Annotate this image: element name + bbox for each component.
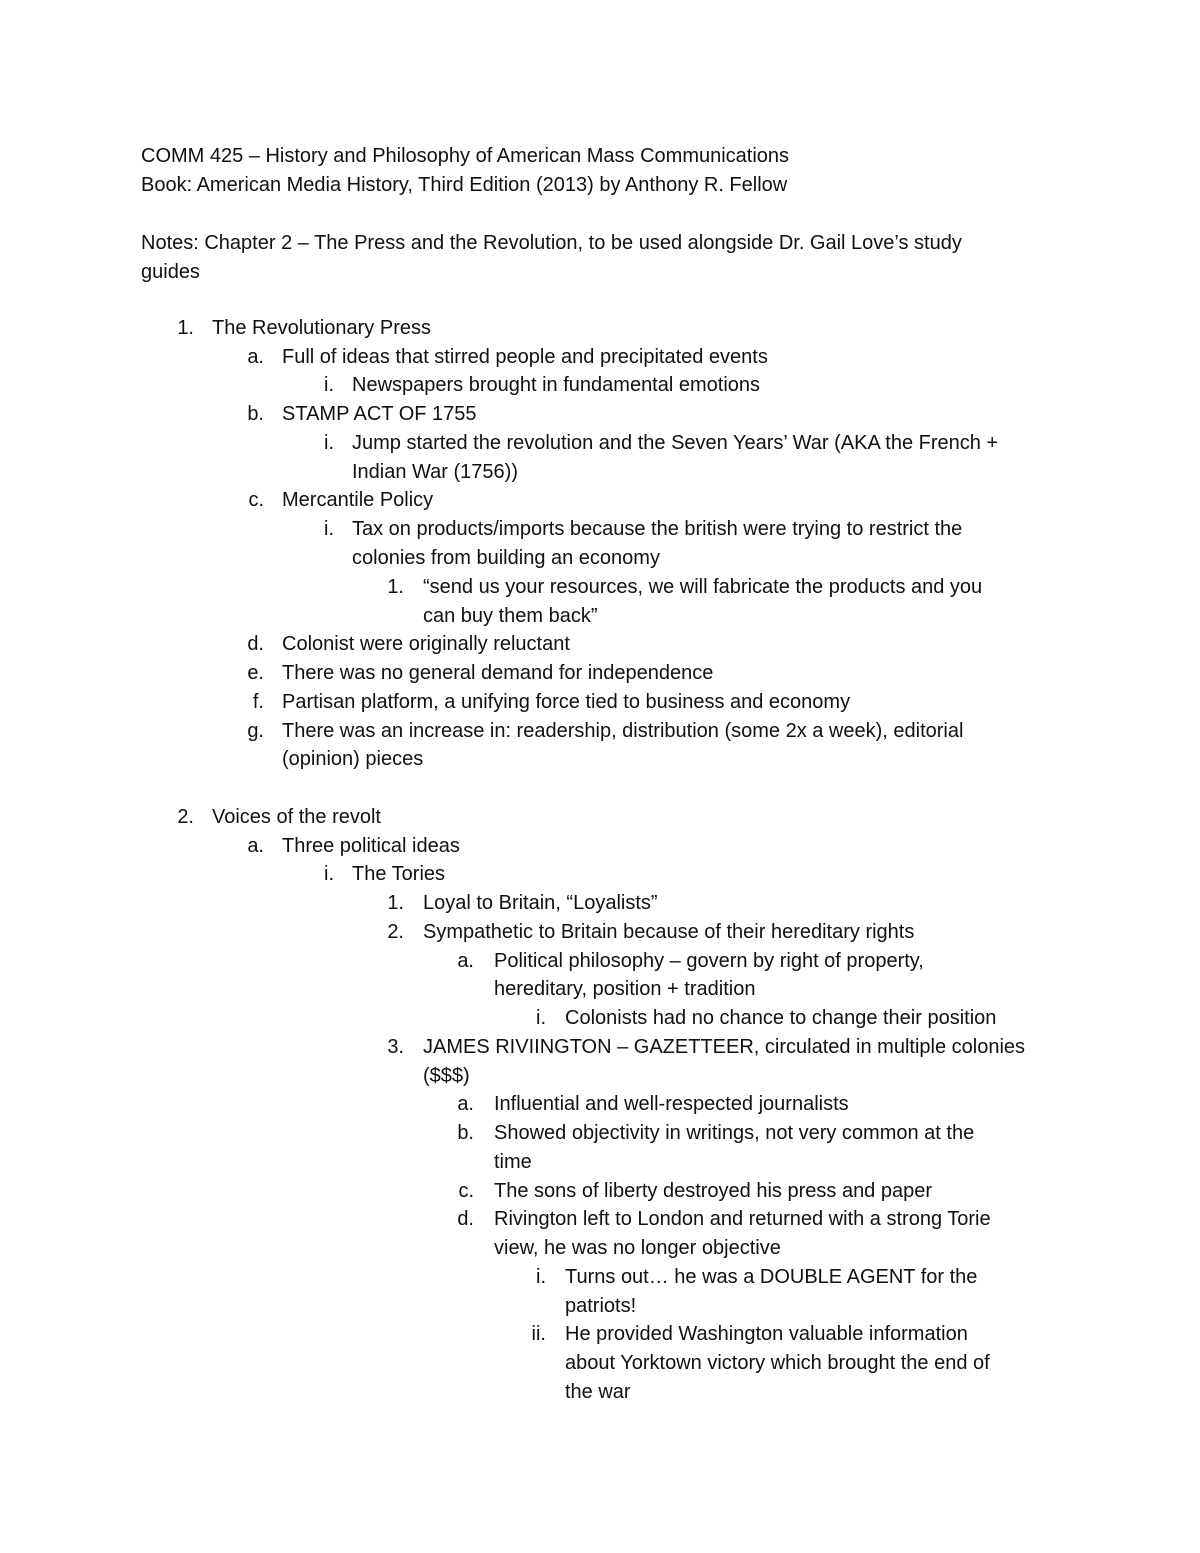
list-marker: 1. <box>387 576 404 598</box>
list-item: Colonists had no chance to change their position <box>565 1007 997 1029</box>
list-marker: i. <box>536 1007 546 1029</box>
list-marker: i. <box>324 374 334 396</box>
list-item-continued: patriots! <box>565 1295 637 1317</box>
list-item: Jump started the revolution and the Seven Years’ War (AKA the French + <box>352 432 999 454</box>
list-item-continued: the war <box>565 1381 631 1403</box>
list-item: Loyal to Britain, “Loyalists” <box>423 892 658 914</box>
course-title: COMM 425 – History and Philosophy of American Mass Communications <box>141 145 790 167</box>
list-marker: 2. <box>177 806 194 828</box>
list-marker: d. <box>457 1208 474 1230</box>
list-item: Sympathetic to Britain because of their hereditary rights <box>423 921 915 943</box>
list-marker: 2. <box>387 921 404 943</box>
notes-description-continued: guides <box>141 261 200 283</box>
section-heading: Voices of the revolt <box>212 806 381 828</box>
list-marker: b. <box>247 403 264 425</box>
notes-description: Notes: Chapter 2 – The Press and the Revolution, to be used alongside Dr. Gail Love’s study <box>141 232 962 254</box>
list-item-continued: view, he was no longer objective <box>494 1237 781 1259</box>
list-item: Tax on products/imports because the british were trying to restrict the <box>352 518 963 540</box>
list-item-continued: about Yorktown victory which brought the end of <box>565 1352 990 1374</box>
list-marker: i. <box>324 518 334 540</box>
list-item: The sons of liberty destroyed his press and paper <box>494 1180 933 1202</box>
book-reference: Book: American Media History, Third Edition (2013) by Anthony R. Fellow <box>141 174 788 196</box>
list-item-continued: Indian War (1756)) <box>352 461 518 483</box>
list-item-continued: hereditary, position + tradition <box>494 978 756 1000</box>
list-item: There was an increase in: readership, distribution (some 2x a week), editorial <box>282 720 964 742</box>
list-marker: i. <box>536 1266 546 1288</box>
list-item-continued: (opinion) pieces <box>282 748 424 770</box>
list-item: Partisan platform, a unifying force tied to business and economy <box>282 691 851 713</box>
list-marker: ii. <box>531 1323 546 1345</box>
list-item: Newspapers brought in fundamental emotions <box>352 374 761 396</box>
list-item-continued: colonies from building an economy <box>352 547 660 569</box>
list-item: There was no general demand for independence <box>282 662 714 684</box>
list-item: Influential and well-respected journalists <box>494 1093 849 1115</box>
list-item: Full of ideas that stirred people and precipitated events <box>282 346 768 368</box>
list-marker: a. <box>247 835 264 857</box>
list-marker: 1. <box>177 317 194 339</box>
list-marker: g. <box>247 720 264 742</box>
list-marker: c. <box>458 1180 474 1202</box>
list-marker: a. <box>457 950 474 972</box>
list-marker: e. <box>247 662 264 684</box>
list-marker: d. <box>247 633 264 655</box>
list-item: He provided Washington valuable information <box>565 1323 968 1345</box>
list-marker: 3. <box>387 1036 404 1058</box>
list-item: Rivington left to London and returned with a strong Torie <box>494 1208 991 1230</box>
list-item: Showed objectivity in writings, not very common at the <box>494 1122 975 1144</box>
list-item: Colonist were originally reluctant <box>282 633 570 655</box>
list-item: STAMP ACT OF 1755 <box>282 403 477 425</box>
list-marker: b. <box>457 1122 474 1144</box>
list-marker: 1. <box>387 892 404 914</box>
list-marker: a. <box>247 346 264 368</box>
list-item-continued: can buy them back” <box>423 605 598 627</box>
list-item: Turns out… he was a DOUBLE AGENT for the <box>565 1266 978 1288</box>
list-item: Political philosophy – govern by right of property, <box>494 950 924 972</box>
list-item: The Tories <box>352 863 446 885</box>
list-item: JAMES RIVIINGTON – GAZETTEER, circulated in multiple colonies <box>423 1036 1026 1058</box>
list-marker: i. <box>324 432 334 454</box>
list-marker: a. <box>457 1093 474 1115</box>
list-item: “send us your resources, we will fabricate the products and you <box>423 576 983 598</box>
list-item-continued: ($$$) <box>423 1065 470 1087</box>
list-item: Three political ideas <box>282 835 460 857</box>
list-marker: f. <box>252 691 264 713</box>
list-item: Mercantile Policy <box>282 489 434 511</box>
section-heading: The Revolutionary Press <box>212 317 431 339</box>
list-item-continued: time <box>494 1151 532 1173</box>
list-marker: c. <box>248 489 264 511</box>
list-marker: i. <box>324 863 334 885</box>
